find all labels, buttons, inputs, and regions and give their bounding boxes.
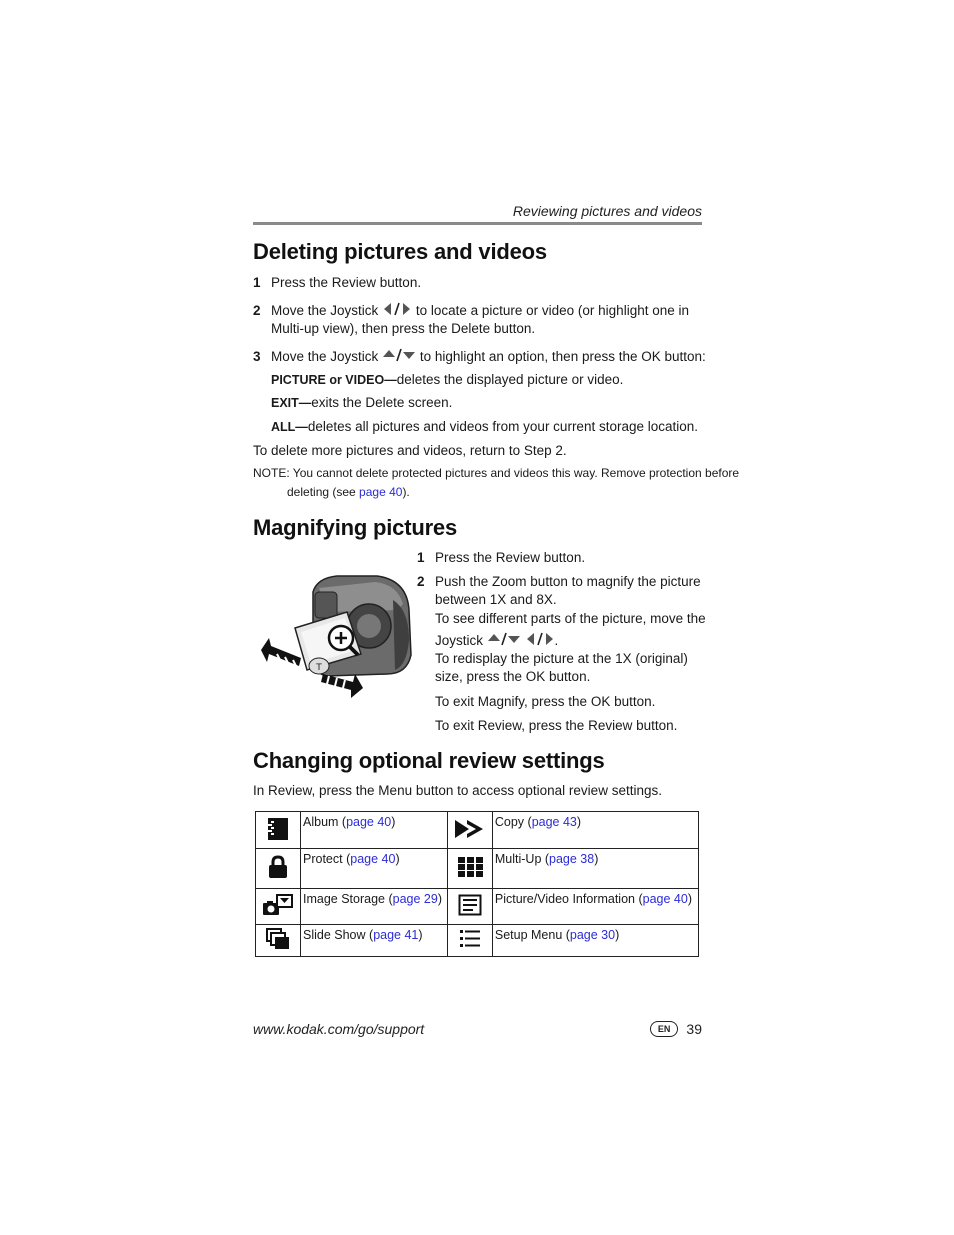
zoom-rocker-label: T <box>316 663 322 673</box>
protect-setting[interactable]: Protect (page 40) <box>301 849 448 889</box>
table-row <box>256 889 699 925</box>
page-link[interactable]: page 40 <box>350 852 396 866</box>
review-exit-text: To exit Review, press the Review button. <box>435 718 678 733</box>
setup-menu-setting[interactable]: Setup Menu (page 30) <box>492 925 698 957</box>
magnify-exit-text: To exit Magnify, press the OK button. <box>435 694 656 709</box>
delete-note: NOTE: You cannot delete protected pictures and videos this way. Remove protection before <box>253 466 740 480</box>
changing-title: Changing optional review settings <box>253 748 605 773</box>
slide-show-setting[interactable]: Slide Show (page 41) <box>301 925 448 957</box>
delete-step-2-cont: Multi-up view), then press the Delete button. <box>271 321 536 336</box>
magnify-pan-text: To see different parts of the picture, move the <box>435 611 706 626</box>
multi-up-setting[interactable]: Multi-Up (page 38) <box>492 849 698 889</box>
note-page-link[interactable]: page 40 <box>359 485 403 499</box>
camera-zoom-illustration <box>257 570 415 707</box>
protect-icon <box>256 849 301 889</box>
deleting-title: Deleting pictures and videos <box>253 239 547 264</box>
magnifying-title: Magnifying pictures <box>253 515 457 540</box>
slide-show-icon <box>256 925 301 957</box>
support-url[interactable]: www.kodak.com/go/support <box>253 1021 425 1037</box>
copy-icon <box>447 812 492 849</box>
setup-menu-icon <box>447 925 492 957</box>
page-link[interactable]: page 38 <box>549 852 595 866</box>
magnify-step-1: 1 Press the Review button. <box>417 550 586 565</box>
page-link[interactable]: page 40 <box>346 815 392 829</box>
info-icon <box>447 889 492 925</box>
delete-more-text: To delete more pictures and videos, return to Step 2. <box>253 443 567 458</box>
magnify-step-2-cont: between 1X and 8X. <box>435 592 557 607</box>
picture-video-info-setting[interactable]: Picture/Video Information (page 40) <box>492 889 698 925</box>
joystick-left-right-icon <box>525 632 555 651</box>
delete-option-exit: EXIT—exits the Delete screen. <box>271 395 453 410</box>
multi-up-icon <box>447 849 492 889</box>
magnify-redisplay-cont: size, press the OK button. <box>435 669 591 684</box>
page-link[interactable]: page 29 <box>392 892 438 906</box>
album-setting[interactable]: Album (page 40) <box>301 812 448 849</box>
magnify-joystick-line: Joystick . <box>435 632 558 651</box>
delete-note-cont: deleting (see page 40). <box>287 485 410 499</box>
page-link[interactable]: page 43 <box>531 815 577 829</box>
changing-intro: In Review, press the Menu button to access optional review settings. <box>253 783 662 798</box>
album-icon <box>256 812 301 849</box>
page-link[interactable]: page 40 <box>642 892 688 906</box>
page-link[interactable]: page 30 <box>569 928 616 942</box>
page-number: 39 <box>686 1021 702 1037</box>
language-badge: EN <box>650 1021 679 1037</box>
delete-step-3: 3 Move the Joystick to highlight an option, then press the OK button: <box>253 348 706 367</box>
table-row <box>256 849 699 889</box>
table-row <box>256 925 699 957</box>
delete-option-all: ALL—deletes all pictures and videos from your current storage location. <box>271 419 699 434</box>
delete-option-picture: PICTURE or VIDEO—deletes the displayed picture or video. <box>271 372 624 387</box>
joystick-up-down-icon <box>487 632 521 651</box>
delete-step-2: 2 Move the Joystick to locate a picture or video (or highlight one in <box>253 302 689 321</box>
image-storage-icon <box>256 889 301 925</box>
running-head: Reviewing pictures and videos <box>512 203 702 219</box>
joystick-up-down-icon <box>382 348 416 367</box>
header-rule <box>253 222 702 225</box>
magnify-redisplay-text: To redisplay the picture at the 1X (original) <box>435 651 688 666</box>
page-footer <box>650 1021 702 1037</box>
magnify-step-2: 2 Push the Zoom button to magnify the picture <box>417 574 701 589</box>
page-link[interactable]: page 41 <box>373 928 419 942</box>
joystick-left-right-icon <box>382 302 412 321</box>
review-settings-table <box>255 811 699 957</box>
copy-setting[interactable]: Copy (page 43) <box>492 812 698 849</box>
table-row <box>256 812 699 849</box>
delete-step-1: 1 Press the Review button. <box>253 275 422 290</box>
image-storage-setting[interactable]: Image Storage (page 29) <box>301 889 448 925</box>
